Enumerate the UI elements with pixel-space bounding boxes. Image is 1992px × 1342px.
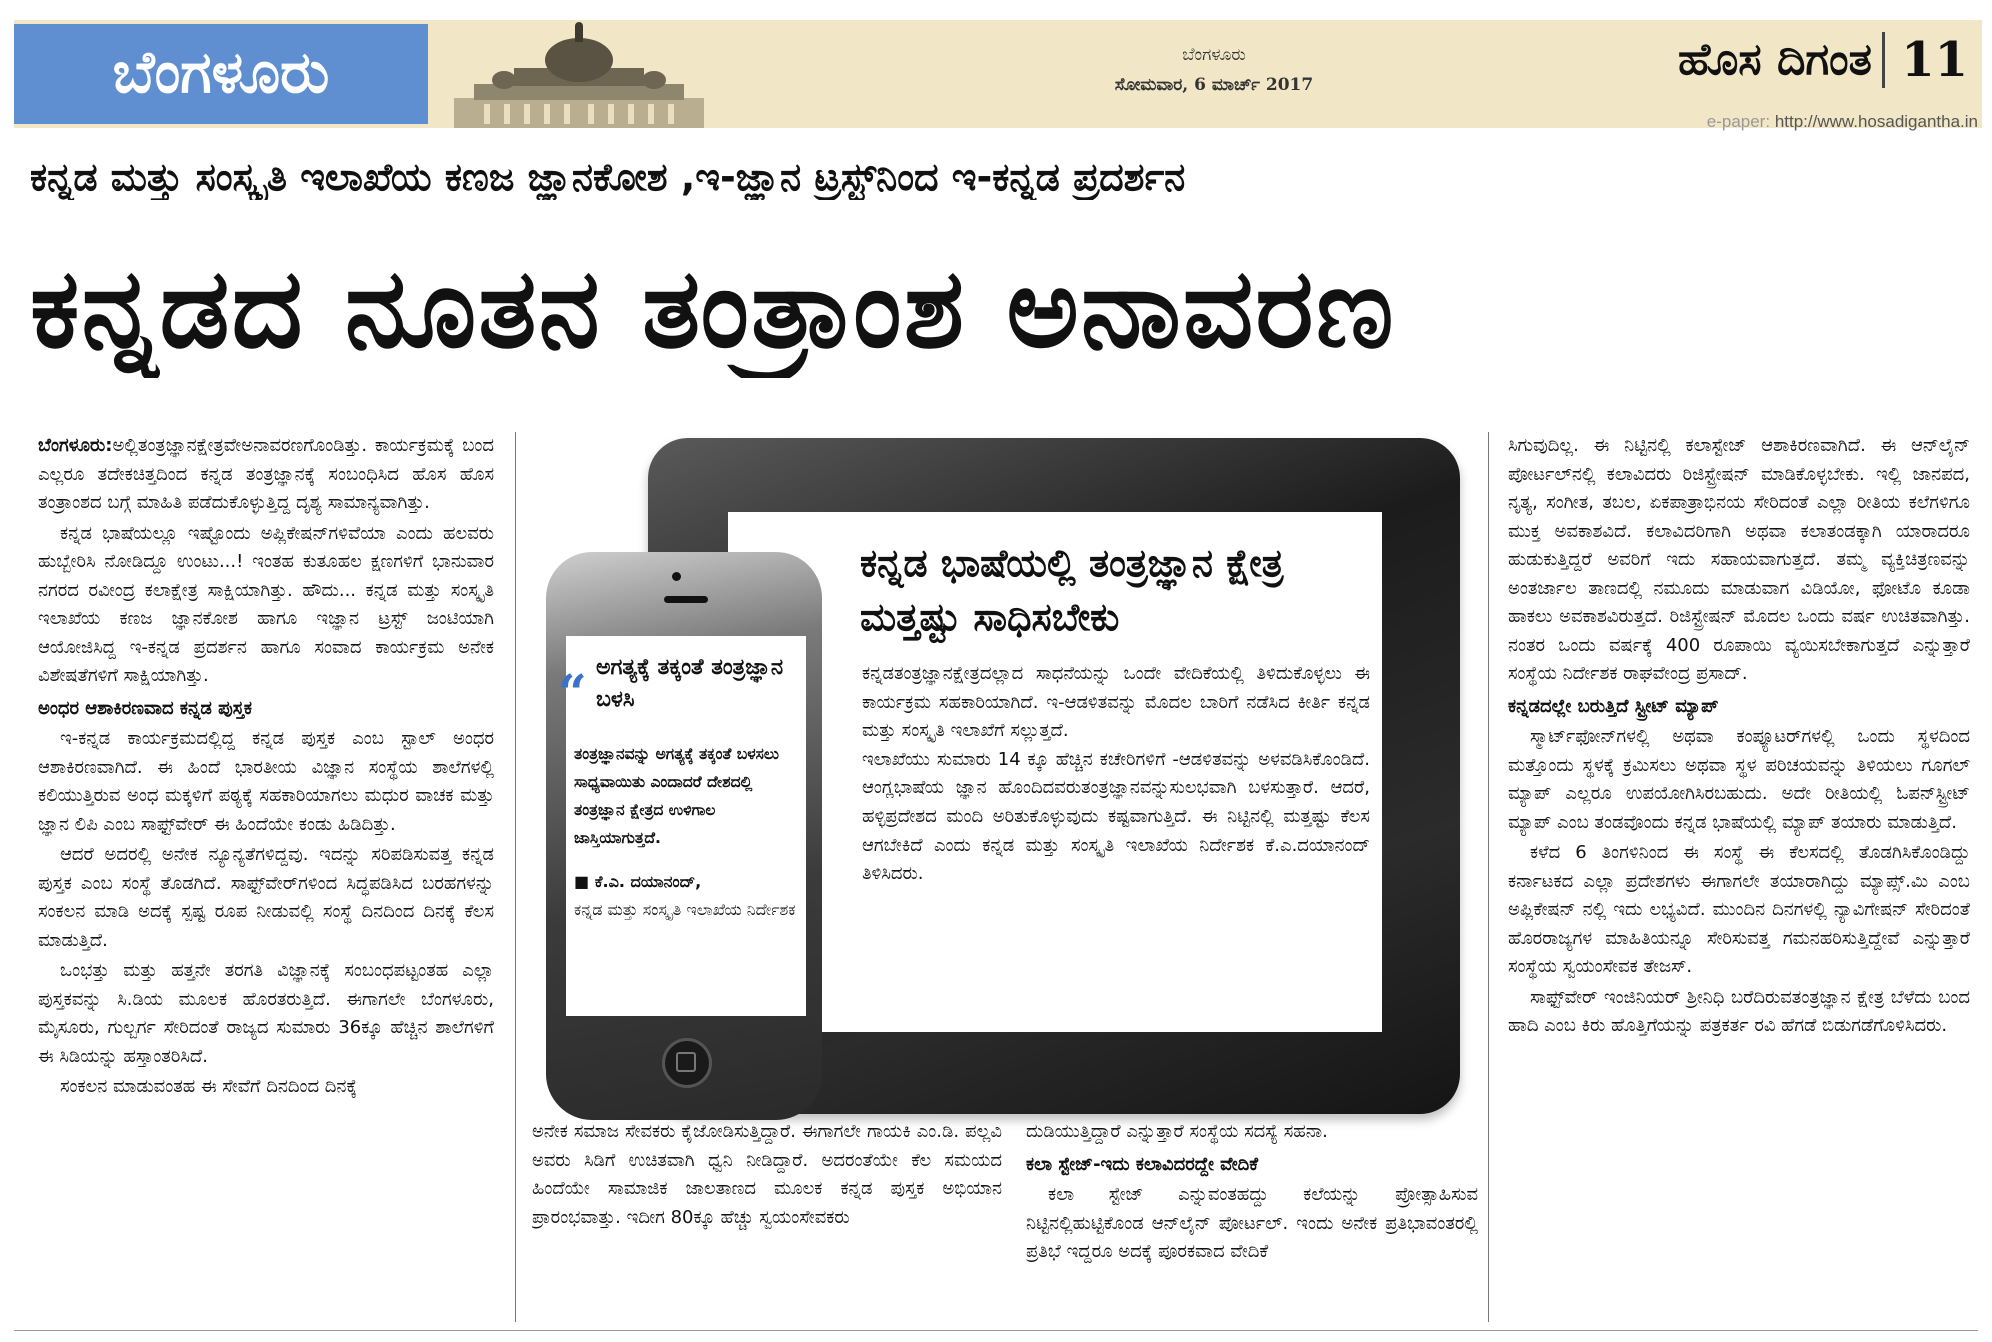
epaper-url[interactable]: http://www.hosadigantha.in [1774,112,1978,131]
paragraph: ಸ್ಮಾರ್ಟ್‌ಫೋನ್‌ಗಳಲ್ಲಿ ಅಥವಾ ಕಂಪ್ಯೂಟರ್‌ಗಳಲ್ಲಿ ಒಂದು ಸ್ಥಳದಿಂದ ಮತ್ತೊಂದು ಸ್ಥಳಕ್ಕೆ ಕ್ರಮಿಸಲು ಅಥವಾ ಸ್ಥಳ ಪರಿಚಯವನ್ನು ತಿಳಿಯಲು ಗೂಗಲ್ ಮ್ಯಾಪ್ ಎಲ್ಲರೂ ಉಪಯೋಗಿಸಿರಬಹುದು. ಅದೇ ರೀತಿಯಲ್ಲಿ ಓಪನ್‌ಸ್ಟ್ರೀಟ್ ಮ್ಯಾಪ್ ಎಂಬ ತಂಡವೊಂದು ಕನ್ನಡ ಭಾಷೆಯಲ್ಲಿ ಮ್ಯಾಪ್ ತಯಾರು ಮಾಡುತ್ತಿದೆ. [1508,726,1970,833]
paragraph: ಇಲಾಖೆಯು ಸುಮಾರು 14 ಕ್ಕೂ ಹೆಚ್ಚಿನ ಕಚೇರಿಗಳಿಗೆ -ಆಡಳಿತವನ್ನು ಅಳವಡಿಸಿಕೊಂಡಿದೆ. ಆಂಗ್ಲಭಾಷೆಯ ಜ್ಞಾನ ಹೊಂದಿದವರುತಂತ್ರಜ್ಞಾನವನ್ನುಸುಲಭವಾಗಿ ಬಳಸುತ್ತಾರೆ. ಆದರೆ, ಹಳ್ಳಿಪ್ರದೇಶದ ಮಂದಿ ಅರಿತುಕೊಳ್ಳುವುದು ಕಷ್ಟವಾಗುತ್ತಿದೆ. ಈ ನಿಟ್ಟಿನಲ್ಲಿ ಮತ್ತಷ್ಟು ಕೆಲಸ ಆಗಬೇಕಿದೆ ಎಂದು ಕನ್ನಡ ಮತ್ತು ಸಂಸ್ಕೃತಿ ಇಲಾಖೆಯ ನಿರ್ದೇಶಕ ಕೆ.ಎ.ದಯಾನಂದ್ ತಿಳಿಸಿದರು. [862,748,1370,885]
bottom-rule [14,1330,1978,1331]
paragraph: ಸಾಫ್ಟ್‌ವೇರ್ ಇಂಜಿನಿಯರ್ ಶ್ರೀನಿಧಿ ಬರೆದಿರುವತಂತ್ರಜ್ಞಾನ ಕ್ಷೇತ್ರ ಬೆಳೆದು ಬಂದ ಹಾದಿ ಎಂಬ ಕಿರು ಹೊತ್ತಿಗೆಯನ್ನು ಪತ್ರಕರ್ತ ರವಿ ಹೆಗಡೆ ಬಿಡುಗಡೆಗೊಳಿಸಿದರು. [1508,986,1970,1036]
city-label-box [14,24,428,124]
paragraph: ಕನ್ನಡತಂತ್ರಜ್ಞಾನಕ್ಷೇತ್ರದಲ್ಲಾದ ಸಾಧನೆಯನ್ನು ಒಂದೇ ವೇದಿಕೆಯಲ್ಲಿ ತಿಳಿದುಕೊಳ್ಳಲು ಈ ಕಾರ್ಯಕ್ರಮ ಸಹಕಾರಿಯಾಗಿದೆ. ಇ-ಆಡಳಿತವನ್ನು ಮೊದಲ ಬಾರಿಗೆ ನಡೆಸಿದ ಕೀರ್ತಿ ಕನ್ನಡ ಮತ್ತು ಸಂಸ್ಕೃತಿ ಇಲಾಖೆಗೆ ಸಲ್ಲುತ್ತದೆ. [862,663,1370,742]
vidhana-soudha-illustration [454,20,704,128]
quote-mark-icon: “ [558,663,587,722]
paragraph [38,432,494,518]
epaper-label: e-paper: [1706,112,1771,131]
article-column-1 [38,432,494,1322]
paragraph: ಕಲಾ ಸ್ಟೇಜ್ ಎನ್ನುವಂತಹದ್ದು ಕಲೆಯನ್ನು ಪ್ರೋತ್ಸಾಹಿಸುವ ನಿಟ್ಟಿನಲ್ಲಿಹುಟ್ಟಿಕೊಂಡ ಆನ್‌ಲೈನ್ ಪೋರ್ಟಲ್. ಇಂದು ಅನೇಕ ಪ್ರತಿಭಾವಂತರಲ್ಲಿ ಪ್ರತಿಭೆ ಇದ್ದರೂ ಅದಕ್ಕೆ ಪೂರಕವಾದ ವೇದಿಕೆ [1026,1184,1478,1262]
paragraph-text: ಅಲ್ಲಿತಂತ್ರಜ್ಞಾನಕ್ಷೇತ್ರವೇಅನಾವರಣಗೊಂಡಿತ್ತು. ಕಾರ್ಯಕ್ರಮಕ್ಕೆ ಬಂದ ಎಲ್ಲರೂ ತದೇಕಚಿತ್ತದಿಂದ ಕನ್ನಡ ತಂತ್ರಜ್ಞಾನಕ್ಕೆ ಸಂಬಂಧಿಸಿದ ಹೊಸ ಹೊಸ ತಂತ್ರಾಂಶದ ಬಗ್ಗೆ ಮಾಹಿತಿ ಪಡೆದುಕೊಳ್ಳುತ್ತಿದ್ದ ದೃಶ್ಯ ಸಾಮಾನ್ಯವಾಗಿತ್ತು. [38,435,494,513]
paragraph: ಸಿಗುವುದಿಲ್ಲ. ಈ ನಿಟ್ಟಿನಲ್ಲಿ ಕಲಾಸ್ಟೇಜ್ ಆಶಾಕಿರಣವಾಗಿದೆ. ಈ ಆನ್‌ಲೈನ್ ಪೋರ್ಟಲ್‌ನಲ್ಲಿ ಕಲಾವಿದರು ರಿಜಿಸ್ಟ್ರೇಷನ್ ಮಾಡಿಕೊಳ್ಳಬೇಕು. ಇಲ್ಲಿ ಜಾನಪದ, ನೃತ್ಯ, ಸಂಗೀತ, ತಬಲ, ಏಕಪಾತ್ರಾಭಿನಯ ಸೇರಿದಂತೆ ಎಲ್ಲಾ ರೀತಿಯ ಕಲೆಗಳಿಗೂ ಮುಕ್ತ ಅವಕಾಶವಿದೆ. ಕಲಾವಿದರಿಗಾಗಿ ಅಥವಾ ಕಲಾತಂಡಕ್ಕಾಗಿ ಯಾರಾದರೂ ಹುಡುಕುತ್ತಿದ್ದರೆ ಅವರಿಗೆ ಇದು ಸಹಾಯವಾಗುತ್ತದೆ. ತಮ್ಮ ವ್ಯಕ್ತಿಚಿತ್ರಣವನ್ನು ಅಂತರ್ಜಾಲ ತಾಣದಲ್ಲಿ ನಮೂದು ಮಾಡುವಾಗ ವಿಡಿಯೋ, ಫೋಟೊ ಕೂಡಾ ಹಾಕಲು ಅವಕಾಶವಿರುತ್ತದೆ. ರಿಜಿಸ್ಟ್ರೇಷನ್ ಮೊದಲ ಒಂದು ವರ್ಷ ಉಚಿತವಾಗಿತ್ತು. ನಂತರ ಒಂದು ವರ್ಷಕ್ಕೆ 400 ರೂಪಾಯಿ ವ್ಯಯಿಸಬೇಕಾಗುತ್ತದೆ ಎನ್ನುತ್ತಾರೆ ಸಂಸ್ಥೆಯ ನಿರ್ದೇಶಕ ರಾಘವೇಂದ್ರ ಪ್ರಸಾದ್. [1508,435,1970,684]
main-headline: ಕನ್ನಡದ ನೂತನ ತಂತ್ರಾಂಶ ಅನಾವರಣ [30,244,1396,372]
dateline-city: ಬೆಂಗಳೂರು [1182,45,1246,65]
subheading: ಕನ್ನಡದಲ್ಲೇ ಬರುತ್ತಿದೆ ಸ್ಟ್ರೀಟ್ ಮ್ಯಾಪ್ [1508,695,1719,717]
quote-author: ■ ಕೆ.ಎ. ದಯಾನಂದ್, [574,872,702,891]
paragraph: ಆದರೆ ಅದರಲ್ಲಿ ಅನೇಕ ನ್ಯೂನ್ಯತೆಗಳಿದ್ದವು. ಇದನ್ನು ಸರಿಪಡಿಸುವತ್ತ ಕನ್ನಡ ಪುಸ್ತಕ ಎಂಬ ಸಂಸ್ಥೆ ತೊಡಗಿದೆ. ಸಾಫ್ಟ್‌ವೇರ್‌ಗಳಿಂದ ಸಿದ್ಧಪಡಿಸಿದ ಬರಹಗಳನ್ನು ಸಂಕಲನ ಮಾಡಿ ಅದಕ್ಕೆ ಸ್ಪಷ್ಟ ರೂಪ ನೀಡುವಲ್ಲಿ ಸಂಸ್ಥೆ ದಿನದಿಂದ ದಿನಕ್ಕೆ ಕೆಲಸ ಮಾಡುತ್ತಿದೆ. [38,844,494,951]
paragraph: ಒಂಭತ್ತು ಮತ್ತು ಹತ್ತನೇ ತರಗತಿ ವಿಜ್ಞಾನಕ್ಕೆ ಸಂಬಂಧಪಟ್ಟಂತಹ ಎಲ್ಲಾ ಪುಸ್ತಕವನ್ನು ಸಿ.ಡಿಯ ಮೂಲಕ ಹೊರತರುತ್ತಿದೆ. ಈಗಾಗಲೇ ಬೆಂಗಳೂರು, ಮೈಸೂರು, ಗುಲ್ಬರ್ಗ ಸೇರಿದಂತೆ ರಾಜ್ಯದ ಸುಮಾರು 36ಕ್ಕೂ ಹೆಚ್ಚಿನ ಶಾಲೆಗಳಿಗೆ ಈ ಸಿಡಿಯನ್ನು ಹಸ್ತಾಂತರಿಸಿದೆ. [38,960,494,1067]
paragraph: ದುಡಿಯುತ್ತಿದ್ದಾರೆ ಎನ್ನುತ್ತಾರೆ ಸಂಸ್ಥೆಯ ಸದಸ್ಯೆ ಸಹನಾ. [1026,1121,1328,1142]
column-divider [515,432,516,1322]
dateline-lead: ಬೆಂಗಳೂರು: [38,435,113,456]
quote-attribution [574,868,800,924]
quote-heading: ಅಗತ್ಯಕ್ಕೆ ತಕ್ಕಂತೆ ತಂತ್ರಜ್ಞಾನ ಬಳಸಿ [596,655,784,712]
paragraph: ಕಳೆದ 6 ತಿಂಗಳಿನಿಂದ ಈ ಸಂಸ್ಥೆ ಈ ಕೆಲಸದಲ್ಲಿ ತೊಡಗಿಸಿಕೊಂಡಿದ್ದು ಕರ್ನಾಟಕದ ಎಲ್ಲಾ ಪ್ರದೇಶಗಳು ಈಗಾಗಲೇ ತಯಾರಾಗಿದ್ದು ಮ್ಯಾಪ್ಸ್.ಮಿ ಎಂಬ ಅಪ್ಲಿಕೇಷನ್ ನಲ್ಲಿ ಇದು ಲಭ್ಯವಿದೆ. ಮುಂದಿನ ದಿನಗಳಲ್ಲಿ ನ್ಯಾವಿಗೇಷನ್ ಸೇರಿದಂತೆ ಹೊರರಾಜ್ಯಗಳ ಮಾಹಿತಿಯನ್ನೂ ಸೇರಿಸುವತ್ತ ಗಮನಹರಿಸುತ್ತಿದ್ದೇವೆ ಎನ್ನುತ್ತಾರೆ ಸಂಸ್ಥೆಯ ಸ್ವಯಂಸೇವಕ ತೇಜಸ್. [1508,842,1970,977]
masthead [14,20,1982,128]
phone-speaker-icon [664,596,708,603]
tablet-box-heading: ಕನ್ನಡ ಭಾಷೆಯಲ್ಲಿ ತಂತ್ರಜ್ಞಾನ ಕ್ಷೇತ್ರ ಮತ್ತಷ್ಟು ಸಾಧಿಸಬೇಕು [860,541,1284,639]
city-label: ಬೆಂಗಳೂರು [112,38,330,106]
paragraph: ಕನ್ನಡ ಭಾಷೆಯಲ್ಲೂ ಇಷ್ಟೊಂದು ಅಪ್ಲಿಕೇಷನ್‌ಗಳಿವೆಯಾ ಎಂದು ಹಲವರು ಹುಬ್ಬೇರಿಸಿ ನೋಡಿದ್ದೂ ಉಂಟು...! ಇಂತಹ ಕುತೂಹಲ ಕ್ಷಣಗಳಿಗೆ ಭಾನುವಾರ ನಗರದ ರವೀಂದ್ರ ಕಲಾಕ್ಷೇತ್ರ ಸಾಕ್ಷಿಯಾಗಿತ್ತು. ಹೌದು... ಕನ್ನಡ ಮತ್ತು ಸಂಸ್ಕೃತಿ ಇಲಾಖೆಯ ಕಣಜ ಜ್ಞಾನಕೋಶ ಹಾಗೂ ಇಜ್ಞಾನ ಟ್ರಸ್ಟ್ ಜಂಟಿಯಾಗಿ ಆಯೋಜಿಸಿದ್ದ ಇ-ಕನ್ನಡ ಪ್ರದರ್ಶನ ಹಾಗೂ ಸಂವಾದ ಕಾರ್ಯಕ್ರಮ ಅನೇಕ ವಿಶೇಷತೆಗಳಿಗೆ ಸಾಕ್ಷಿಯಾಗಿತ್ತು. [38,522,494,686]
paragraph: ಇ-ಕನ್ನಡ ಕಾರ್ಯಕ್ರಮದಲ್ಲಿದ್ದ ಕನ್ನಡ ಪುಸ್ತಕ ಎಂಬ ಸ್ಟಾಲ್ ಅಂಧರ ಆಶಾಕಿರಣವಾಗಿದೆ. ಈ ಹಿಂದೆ ಭಾರತೀಯ ವಿಜ್ಞಾನ ಸಂಸ್ಥೆಯ ಶಾಲೆಗಳಲ್ಲಿ ಕಲಿಯುತ್ತಿರುವ ಅಂಧ ಮಕ್ಕಳಿಗೆ ಪಠ್ಯಕ್ಕೆ ಸಹಕಾರಿಯಾಗಲು ಮಧುರ ವಾಚಕ ಮತ್ತು ಜ್ಞಾನ ಲಿಪಿ ಎಂಬ ಸಾಫ್ಟ್‌ವೇರ್ ಈ ಹಿಂದೆಯೇ ಕಂಡು ಹಿಡಿದಿತ್ತು. [38,728,494,835]
dateline-date: ಸೋಮವಾರ, 6 ಮಾರ್ಚ್ 2017 [1114,75,1314,95]
quote-author-role: ಕನ್ನಡ ಮತ್ತು ಸಂಸ್ಕೃತಿ ಇಲಾಖೆಯ ನಿರ್ದೇಶಕ [574,900,796,919]
phone-camera-icon [672,572,681,581]
kicker-headline: ಕನ್ನಡ ಮತ್ತು ಸಂಸ್ಕೃತಿ ಇಲಾಖೆಯ ಕಣಜ ಜ್ಞಾನಕೋಶ ,ಇ-ಜ್ಞಾನ ಟ್ರಸ್ಟ್‌ನಿಂದ ಇ-ಕನ್ನಡ ಪ್ರದರ್ಶನ [30,155,1186,199]
page-number: 11 [1882,32,1968,88]
home-button-icon [676,1052,696,1072]
column-divider [1488,432,1489,1322]
paragraph: ಅನೇಕ ಸಮಾಜ ಸೇವಕರು ಕೈಜೋಡಿಸುತ್ತಿದ್ದಾರೆ. ಈಗಾಗಲೇ ಗಾಯಕಿ ಎಂ.ಡಿ. ಪಲ್ಲವಿ ಅವರು ಸಿಡಿಗೆ ಉಚಿತವಾಗಿ ಧ್ವನಿ ನೀಡಿದ್ದಾರೆ. ಅದರಂತೆಯೇ ಕೆಲ ಸಮಯದ ಹಿಂದೆಯೇ ಸಾಮಾಜಿಕ ಜಾಲತಾಣದ ಮೂಲಕ ಕನ್ನಡ ಪುಸ್ತಕ ಅಭಿಯಾನ ಪ್ರಾರಂಭವಾತ್ತು. ಇದೀಗ 80ಕ್ಕೂ ಹೆಚ್ಚು ಸ್ವಯಂಸೇವಕರು [532,1121,1002,1228]
epaper-line [1707,112,1978,132]
subheading: ಅಂಧರ ಆಶಾಕಿರಣವಾದ ಕನ್ನಡ ಪುಸ್ತಕ [38,697,252,719]
paragraph: ಸಂಕಲನ ಮಾಡುವಂತಹ ಈ ಸೇವೆಗೆ ದಿನದಿಂದ ದಿನಕ್ಕೆ [60,1076,357,1097]
article-column-3 [1026,1118,1478,1328]
quote-body: ತಂತ್ರಜ್ಞಾನವನ್ನು ಅಗತ್ಯಕ್ಕೆ ತಕ್ಕಂತೆ ಬಳಸಲು ಸಾಧ್ಯವಾಯಿತು ಎಂದಾದರೆ ದೇಶದಲ್ಲಿ ತಂತ್ರಜ್ಞಾನ ಕ್ಷೇತ್ರದ ಉಳಿಗಾಲ ಜಾಸ್ತಿಯಾಗುತ್ತದೆ. [574,745,779,847]
article-column-4 [1508,432,1970,1322]
dateline [994,40,1434,100]
subheading: ಕಲಾ ಸ್ಟೇಜ್-ಇದು ಕಲಾವಿದರದ್ದೇ ವೇದಿಕೆ [1026,1153,1259,1175]
tablet-box-body [862,660,1370,889]
newspaper-name: ಹೊಸ ದಿಗಂತ [1677,34,1872,85]
article-column-2 [532,1118,1002,1328]
